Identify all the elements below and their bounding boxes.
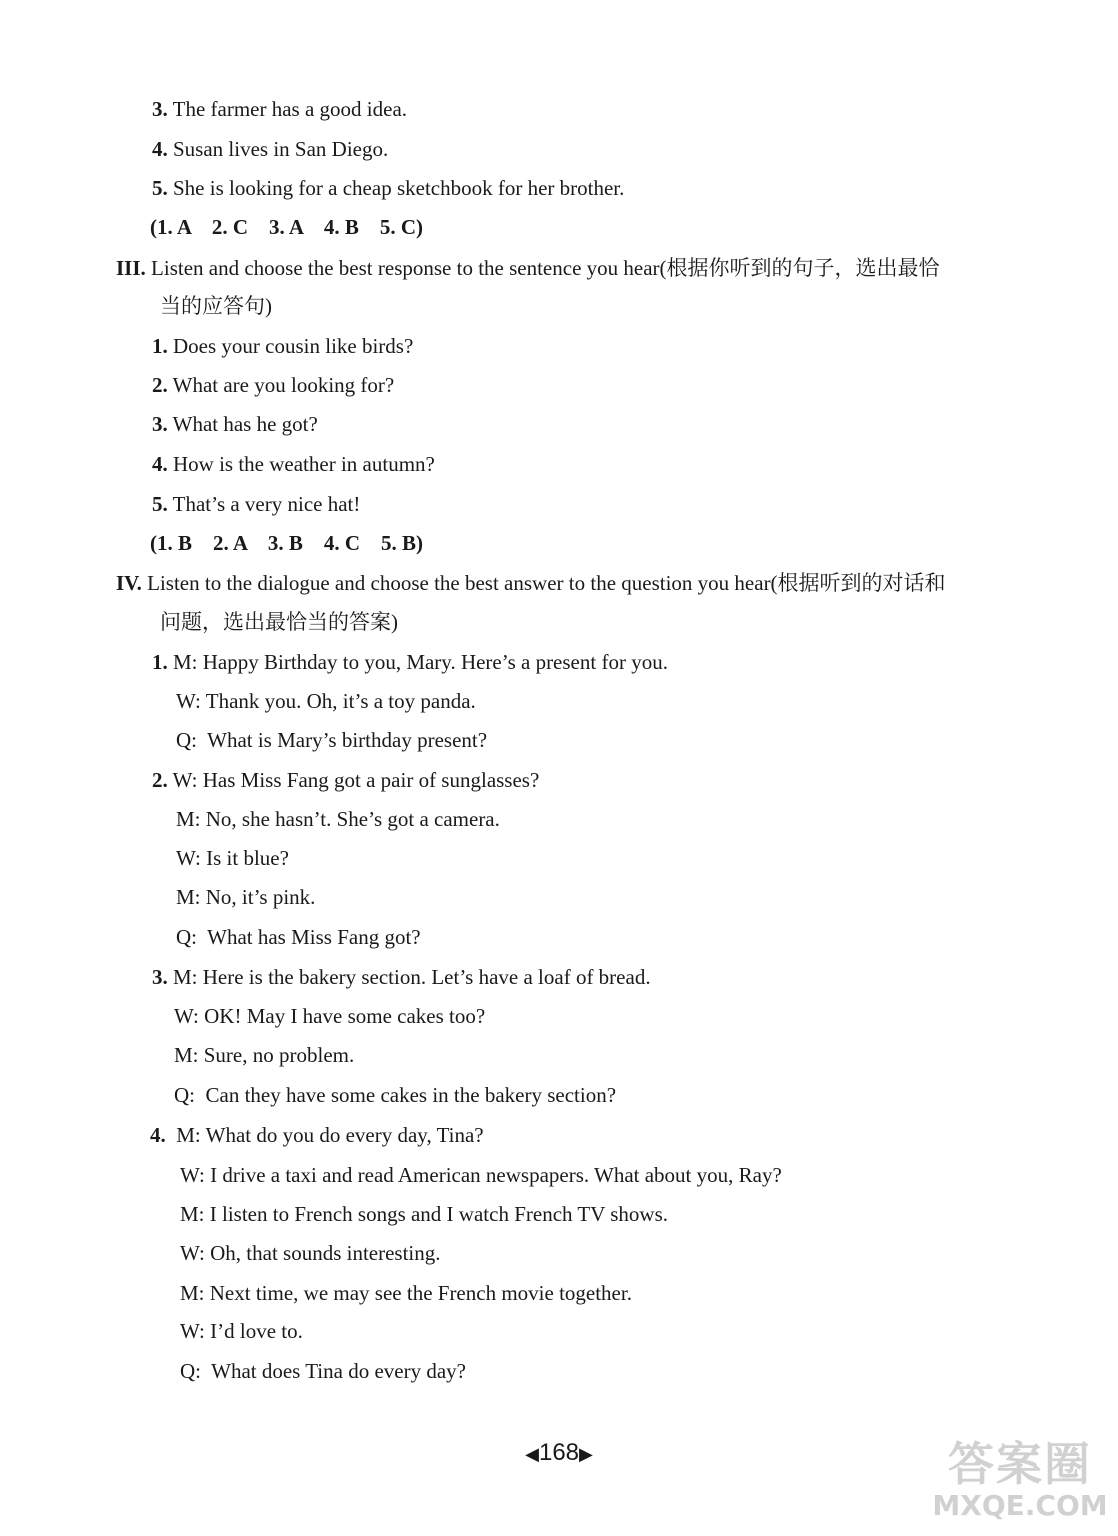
sec4-instruction: IV. Listen to the dialogue and choose the best answer to the question you hear(根据听到的对话和: [116, 571, 946, 595]
dialogue-2-line: W: Is it blue?: [176, 846, 289, 870]
dialogue-4-line: 4. M: What do you do every day, Tina?: [150, 1123, 484, 1147]
sec3-item-4: 4. How is the weather in autumn?: [152, 452, 435, 476]
dialogue-4-line: M: I listen to French songs and I watch French TV shows.: [180, 1202, 669, 1226]
watermark-logo: [930, 1438, 1110, 1530]
watermark-title: 答案圈: [948, 1437, 1092, 1491]
dialogue-2-line: M: No, she hasn’t. She’s got a camera.: [176, 807, 500, 831]
arrow-left-icon: ◀: [525, 1444, 539, 1464]
sec2-item-3: 3. The farmer has a good idea.: [152, 97, 408, 121]
sec3-instruction: III. Listen and choose the best response to the sentence you hear(根据你听到的句子，选出最恰: [116, 256, 940, 280]
dialogue-4-line: W: Oh, that sounds interesting.: [180, 1241, 441, 1265]
dialogue-2-line: 2. W: Has Miss Fang got a pair of sunglasses?: [152, 768, 540, 792]
sec3-instruction-cont: 当的应答句): [160, 294, 272, 318]
dialogue-4-line: M: Next time, we may see the French movie together.: [180, 1281, 632, 1305]
dialogue-4-line: W: I drive a taxi and read American newspapers. What about you, Ray?: [180, 1163, 782, 1187]
dialogue-2-question: Q: What has Miss Fang got?: [176, 925, 421, 949]
sec3-item-5: 5. That’s a very nice hat!: [152, 492, 361, 516]
dialogue-1-line: W: Thank you. Oh, it’s a toy panda.: [176, 689, 476, 713]
dialogue-3-line: M: Sure, no problem.: [174, 1043, 355, 1067]
dialogue-1-line: 1. M: Happy Birthday to you, Mary. Here’s a present for you.: [152, 650, 668, 674]
arrow-right-icon: ▶: [579, 1444, 593, 1464]
watermark-url: MXQE.COM: [932, 1489, 1108, 1522]
dialogue-4-question: Q: What does Tina do every day?: [180, 1359, 466, 1383]
sec4-instruction-cont: 问题，选出最恰当的答案): [160, 610, 398, 634]
dialogue-2-line: M: No, it’s pink.: [176, 885, 316, 909]
sec3-answers: (1. B 2. A 3. B 4. C 5. B): [150, 531, 424, 555]
dialogue-3-question: Q: Can they have some cakes in the bakery section?: [174, 1083, 617, 1107]
dialogue-1-question: Q: What is Mary’s birthday present?: [176, 728, 488, 752]
sec2-item-5: 5. She is looking for a cheap sketchbook for her brother.: [152, 176, 625, 200]
dialogue-3-line: 3. M: Here is the bakery section. Let’s have a loaf of bread.: [152, 965, 651, 989]
sec3-item-3: 3. What has he got?: [152, 412, 318, 436]
dialogue-3-line: W: OK! May I have some cakes too?: [174, 1004, 486, 1028]
sec2-item-4: 4. Susan lives in San Diego.: [152, 137, 389, 161]
sec3-item-2: 2. What are you looking for?: [152, 373, 395, 397]
page-number-text: 168: [538, 1439, 580, 1466]
sec2-answers: (1. A 2. C 3. A 4. B 5. C): [150, 215, 424, 239]
sec3-item-1: 1. Does your cousin like birds?: [152, 334, 414, 358]
dialogue-4-line: W: I’d love to.: [180, 1319, 303, 1343]
